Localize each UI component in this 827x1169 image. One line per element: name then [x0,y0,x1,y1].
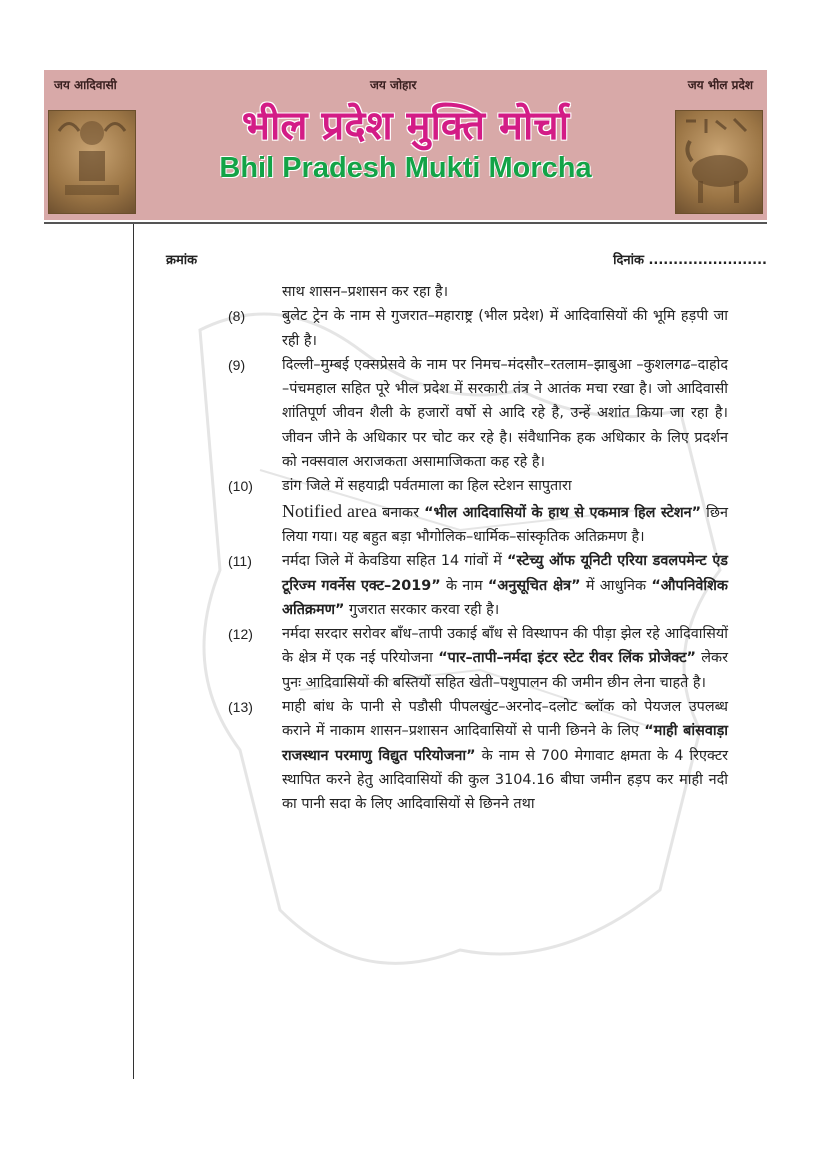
margin-line [133,224,134,1079]
org-title-hindi: भील प्रदेश मुक्ति मोर्चा [241,103,570,149]
date-label: दिनांक ........................ [613,253,767,268]
center-slogan: जय जोहार [370,78,417,92]
header-divider [44,222,767,224]
item-number: (13) [228,699,253,716]
org-title-english: Bhil Pradesh Mukti Morcha [219,152,592,184]
serial-number-label: क्रमांक [166,253,198,268]
list-item-8 [228,304,728,353]
item-text: नर्मदा सरदार सरोवर बाँध–तापी उकाई बाँध से विस्थापन की पीड़ा झेल रहे आदिवासियों के क्षेत्र में एक नई परियोजना “पार–तापी–नर्मदा इंटर स्टेट रीवर लिंक प्रोजेक्ट” लेकर पुनः आदिवासियों की बस्तियों सहित खेती–पशुपालन की जमीन छीन लेना चाहते है। [282,626,728,691]
item-number: (9) [228,356,246,373]
letter-body [228,280,728,817]
continuation-line: साथ शासन–प्रशासन कर रहा है। [282,284,449,300]
item-number: (12) [228,626,253,643]
letterhead-banner [44,70,767,220]
list-item-11 [228,549,728,622]
left-slogan: जय आदिवासी [54,78,117,92]
list-item-10 [228,474,728,549]
item-text: नर्मदा जिले में केवडिया सहित 14 गांवों में “स्टेच्यु ऑफ यूनिटी एरिया डवलपमेन्ट एंड टूरिज्म गवर्नेस एक्ट–2019” के नाम “अनुसूचित क्षेत्र” में आधुनिक “औपनिवेशिक अतिक्रमण” गुजरात सरकार करवा रही है। [282,553,728,618]
list-item-9 [228,353,728,474]
right-slogan: जय भील प्रदेश [687,78,753,92]
item-text: बुलेट ट्रेन के नाम से गुजरात–महाराष्ट्र (भील प्रदेश) में आदिवासियों की भूमि हड़पी जा रही है। [282,308,728,349]
item-text: माही बांध के पानी से पडौसी पीपलखुंट–अरनोद–दलोट ब्लॉक को पेयजल उपलब्ध कराने में नाकाम शासन–प्रशासन आदिवासियों से पानी छिनने के लिए “माही बांसवाड़ा राजस्थान परमाणु विद्युत परियोजना” के नाम से 700 मेगावाट क्षमता के 4 रिएक्टर स्थापित करने हेतु आदिवासियों की कुल 3104.16 बीघा जमीन हड़प कर माही नदी का पानी सदा के लिए आदिवासियों से छिनने तथा [282,699,728,813]
item-number: (11) [228,553,252,570]
list-item-13 [228,695,728,816]
list-item-12 [228,622,728,695]
item-text: डांग जिले में सहयाद्री पर्वतमाला का हिल स्टेशन सापुतारा Notified area बनाकर “भील आदिवासियों के हाथ से एकमात्र हिल स्टेशन” छिन लिया गया। यह बहुत बड़ा भौगोलिक–धार्मिक–सांस्कृतिक अतिक्रमण है। [282,478,728,545]
item-number: (8) [228,308,246,325]
item-number: (10) [228,478,253,495]
item-text: दिल्ली–मुम्बई एक्सप्रेसवे के नाम पर निमच–मंदसौर–रतलाम–झाबुआ –कुशलगढ–दाहोद –पंचमहाल सहित पूरे भील प्रदेश में सरकारी तंत्र ने आतंक मचा रखा है। जो आदिवासी शांतिपूर्ण जीवन शैली के हजारों वर्षो से आदि रहे है, उन्हें अशांत किया जा रहा है। जीवन जीने के अधिकार पर चोट कर रहे है। संवैधानिक हक अधिकार के लिए प्रदर्शन को नक्सवाल अराजकता असामाजिकता कह रहे है। [282,356,728,471]
